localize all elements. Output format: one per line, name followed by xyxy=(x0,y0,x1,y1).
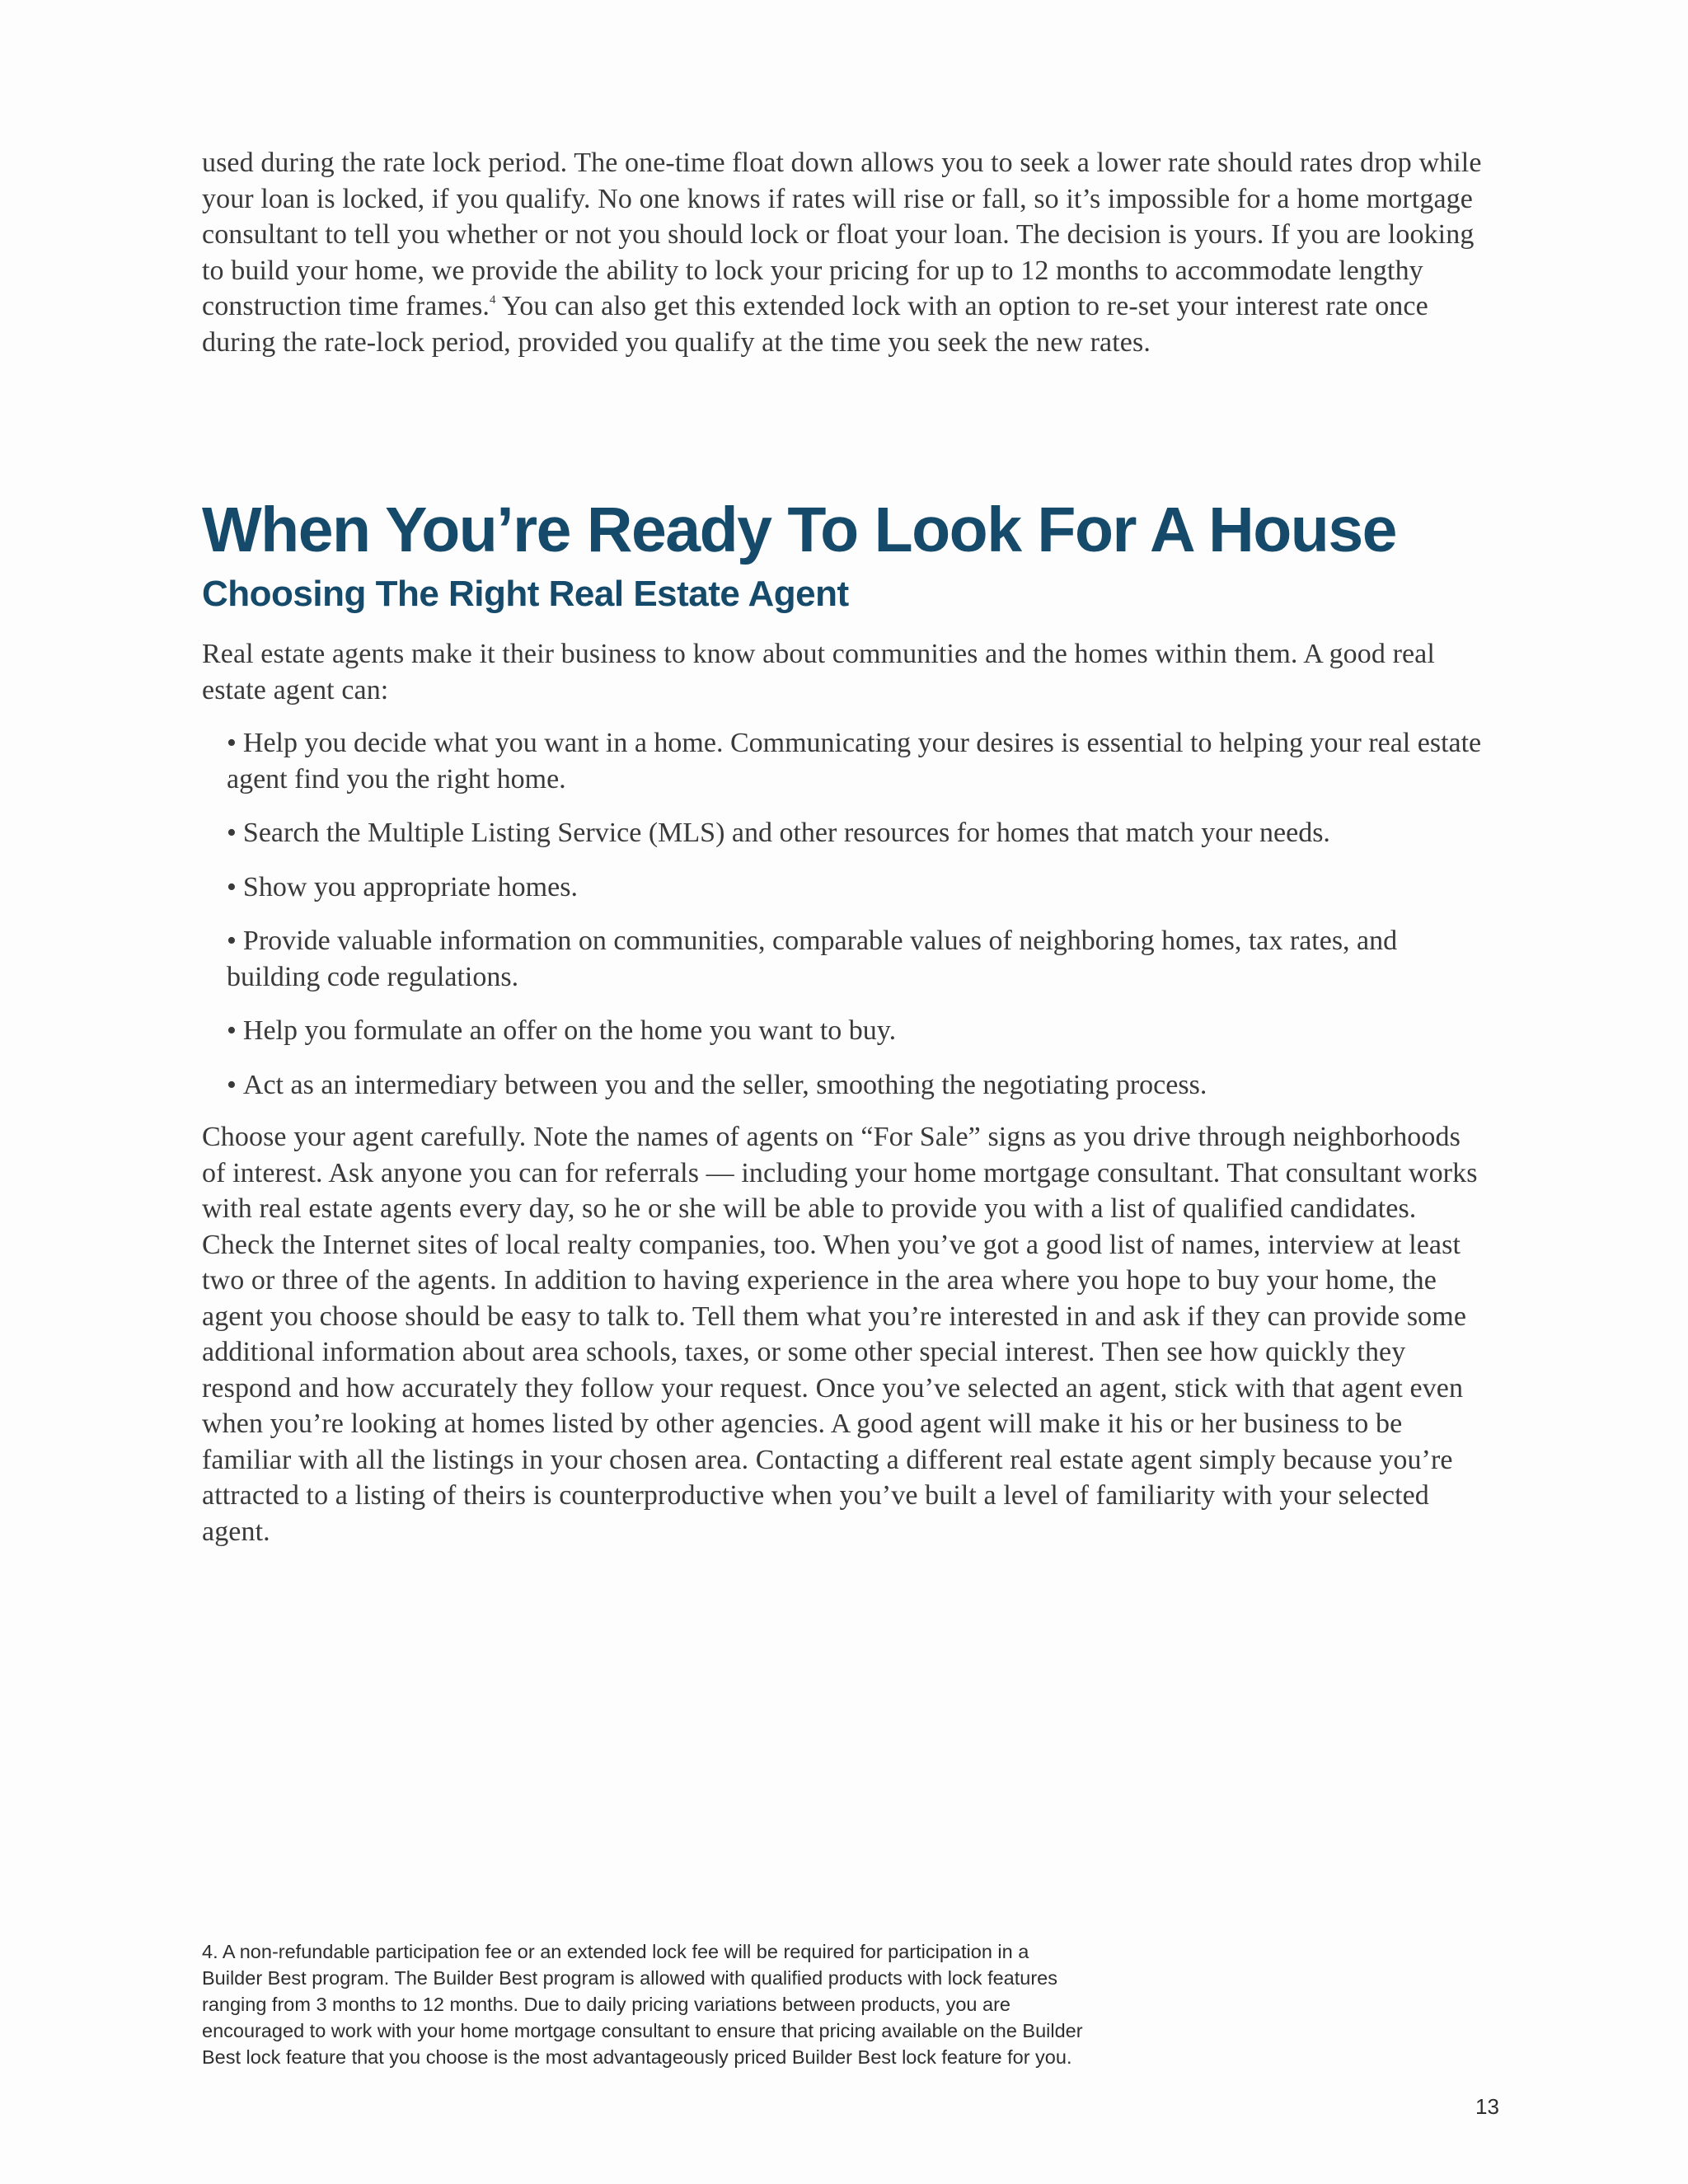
list-item-text: Act as an intermediary between you and the seller, smoothing the negotiating process. xyxy=(242,1069,1207,1100)
intro-text-part-1: used during the rate lock period. The one-time float down allows you to seek a lower rate should rates drop while your loan is locked, if you qualify. No one knows if rates will rise or fall, so it’s impossible for a home mortgage consultant to tell you whether or not you should lock or float your loan. The decision is yours. If you are looking to build your home, we provide the ability to lock your pricing for up to 12 months to accommodate lengthy construction time frames. xyxy=(202,148,1482,321)
list-item-text: Help you decide what you want in a home. Communicating your desires is essential to helping your real estate agent find you the right home. xyxy=(227,728,1482,794)
footnote-reference: 4 xyxy=(490,293,496,307)
list-item-text: Provide valuable information on communities, comparable values of neighboring homes, tax rates, and building code regulations. xyxy=(227,926,1398,992)
page-number: 13 xyxy=(1475,2094,1499,2119)
closing-paragraph: Choose your agent carefully. Note the names of agents on “For Sale” signs as you drive through neighborhoods of interest. Ask anyone you can for referrals — including your home mortgage consultant. That consultant works with real estate agents every day, so he or she will be able to provide you with a list of qualified candidates. Check the Internet sites of local realty companies, too. When you’ve got a good list of names, interview at least two or three of the agents. In addition to having experience in the area where you hope to buy your home, the agent you choose should be easy to talk to. Tell them what you’re interested in and ask if they can provide some additional information about area schools, taxes, or some other special interest. Then see how quickly they respond and how accurately they follow your request. Once you’ve selected an agent, stick with that agent even when you’re looking at homes listed by other agencies. A good agent will make it his or her business to be familiar with all the listings in your chosen area. Contacting a different real estate agent simply because you’re attracted to a listing of theirs is counterproductive when you’ve built a level of familiarity with your selected agent. xyxy=(202,1122,1478,1547)
list-item xyxy=(227,923,1488,995)
bullet-glyph: • xyxy=(227,1015,237,1046)
list-item xyxy=(227,725,1488,797)
list-item xyxy=(227,1067,1488,1104)
list-item-text: Help you formulate an offer on the home you want to buy. xyxy=(242,1015,897,1046)
list-item xyxy=(227,815,1488,851)
list-item-text: Show you appropriate homes. xyxy=(242,871,578,902)
agent-intro-paragraph: Real estate agents make it their business to know about communities and the homes within them. A good real estate agent can: xyxy=(202,639,1435,705)
list-item-text: Search the Multiple Listing Service (MLS) and other resources for homes that match your needs. xyxy=(242,818,1330,848)
bullet-glyph: • xyxy=(227,728,237,758)
bullet-glyph: • xyxy=(227,1069,237,1100)
footnote: 4. A non-refundable participation fee or an extended lock fee will be required for participation in a Builder Best program. The Builder Best program is allowed with qualified products with lock features ranging from 3 months to 12 months. Due to daily pricing variations between products, you are encouraged to work with your home mortgage consultant to ensure that pricing available on the Builder Best lock feature that you choose is the most advantageously priced Builder Best lock feature for you. xyxy=(202,1941,1083,2068)
intro-text-part-2: You can also get this extended lock with an option to re-set your interest rate once during the rate-lock period, provided you qualify at the time you seek the new rates. xyxy=(202,291,1428,358)
bullet-glyph: • xyxy=(227,926,237,956)
section-heading: When You’re Ready To Look For A House xyxy=(202,494,1396,565)
list-item xyxy=(227,869,1488,906)
list-item xyxy=(227,1013,1488,1049)
agent-benefits-list xyxy=(227,725,1488,1121)
bullet-glyph: • xyxy=(227,818,237,848)
intro-paragraph xyxy=(202,145,1488,360)
bullet-glyph: • xyxy=(227,871,237,902)
section-subheading: Choosing The Right Real Estate Agent xyxy=(202,574,849,614)
